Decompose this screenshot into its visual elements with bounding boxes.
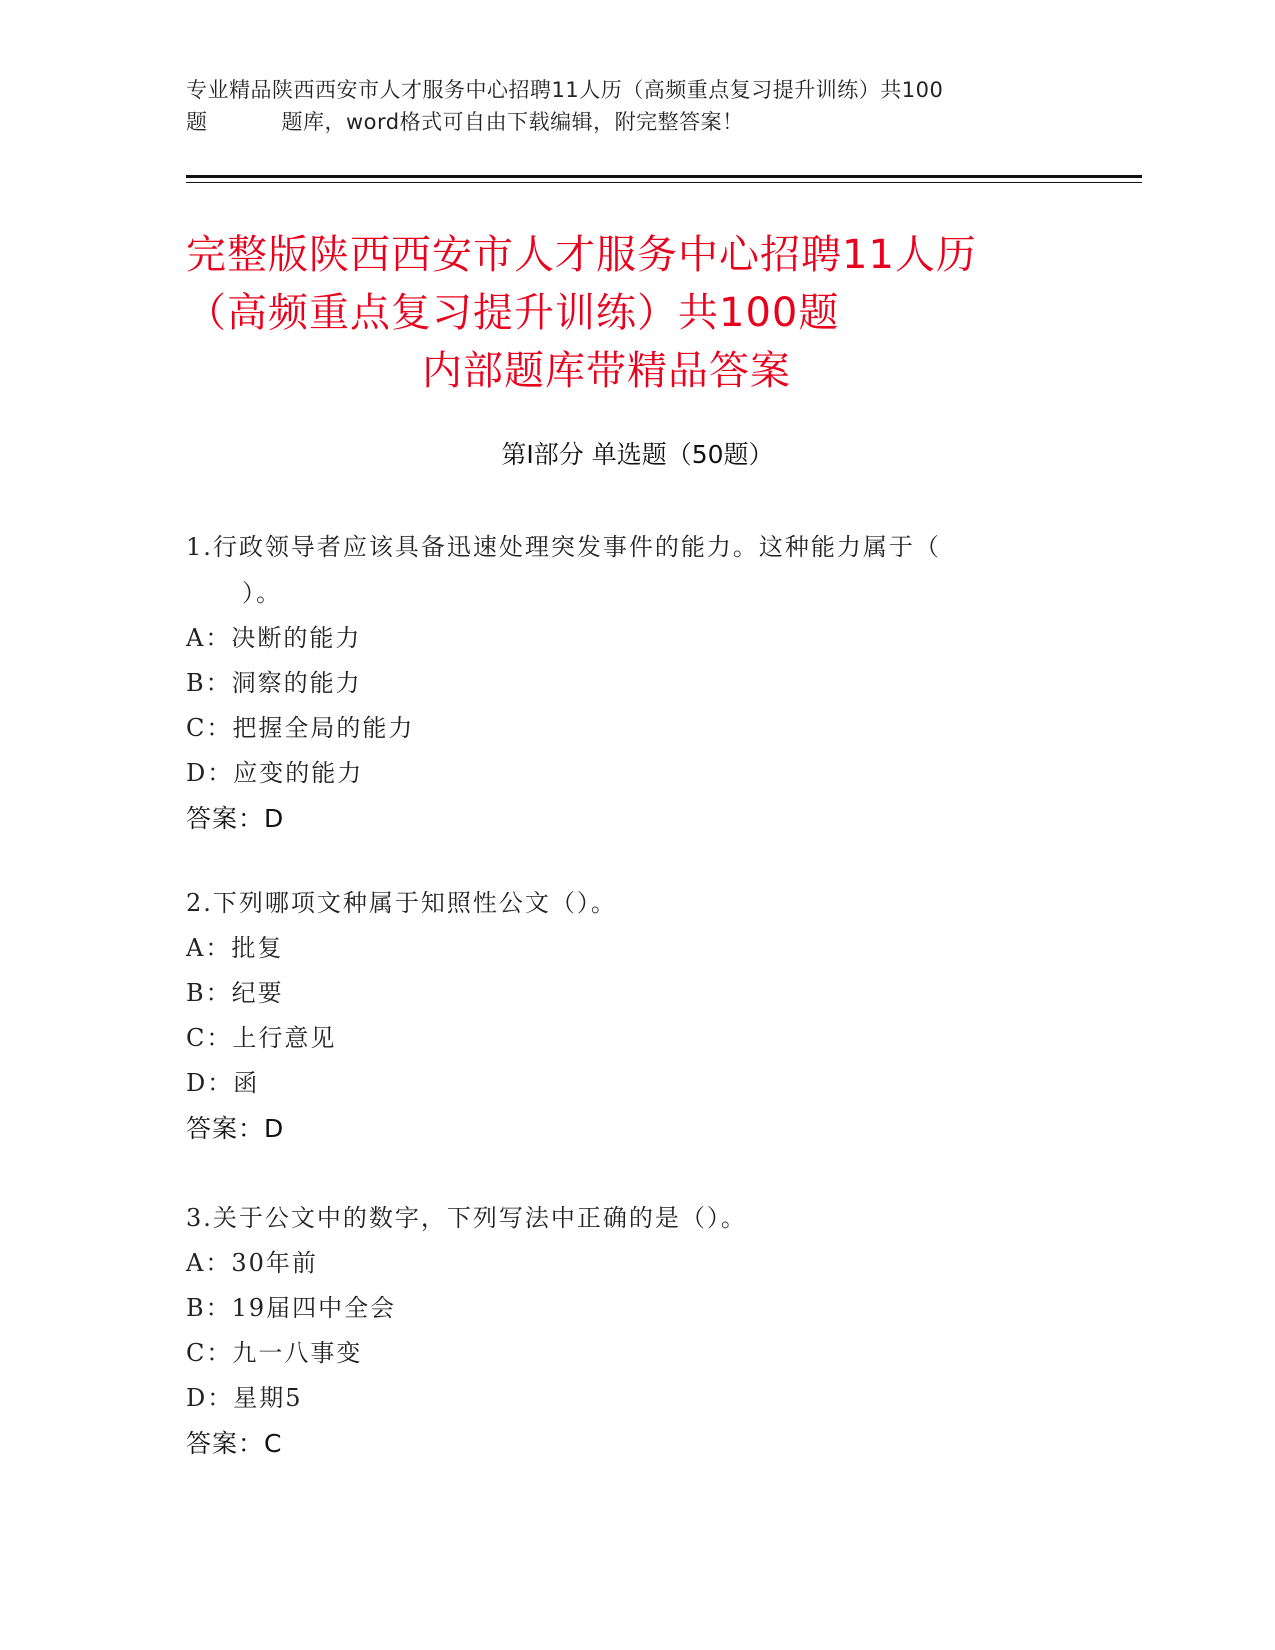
answer: 答案：D xyxy=(186,804,285,833)
question-3 xyxy=(186,1195,1086,1466)
option-a: A：决断的能力 xyxy=(186,624,362,652)
question-stem xyxy=(186,1195,1086,1241)
answer: 答案：C xyxy=(186,1429,283,1458)
option-a: A：30年前 xyxy=(186,1249,318,1277)
title-line-3: 内部题库带精品答案 xyxy=(422,348,791,394)
answer: 答案：D xyxy=(186,1114,285,1143)
document-title xyxy=(186,226,1086,400)
option-d: D：应变的能力 xyxy=(186,759,364,787)
question-stem-line-1: 3.关于公文中的数字，下列写法中正确的是（）。 xyxy=(186,1204,747,1232)
question-1 xyxy=(186,524,1086,841)
header-note-line-1: 专业精品陕西西安市人才服务中心招聘11人历（高频重点复习提升训练）共100 xyxy=(186,78,944,102)
question-stem-line-1: 2.下列哪项文种属于知照性公文（）。 xyxy=(186,889,617,917)
question-stem xyxy=(186,880,1086,926)
option-b: B：洞察的能力 xyxy=(186,669,362,697)
header-note xyxy=(186,74,1106,138)
header-rule-thick xyxy=(186,175,1142,178)
option-c: C：上行意见 xyxy=(186,1024,337,1052)
question-2 xyxy=(186,880,1086,1151)
header-note-line-2-b: 题库，word格式可自由下载编辑，附完整答案！ xyxy=(281,110,744,134)
option-b: B：19届四中全会 xyxy=(186,1294,397,1322)
option-b: B：纪要 xyxy=(186,979,284,1007)
question-stem xyxy=(186,524,1086,616)
option-a: A：批复 xyxy=(186,934,284,962)
option-d: D：函 xyxy=(186,1069,260,1097)
title-line-2: （高频重点复习提升训练）共100题 xyxy=(186,290,840,336)
title-line-1: 完整版陕西西安市人才服务中心招聘11人历 xyxy=(186,232,977,278)
header-rule-thin xyxy=(186,182,1142,183)
option-d: D：星期5 xyxy=(186,1384,303,1412)
question-stem-line-1: 1.行政领导者应该具备迅速处理突发事件的能力。这种能力属于（ xyxy=(186,533,941,561)
option-c: C：把握全局的能力 xyxy=(186,714,415,742)
header-note-line-2-a: 题 xyxy=(186,110,208,134)
option-c: C：九一八事变 xyxy=(186,1339,363,1367)
section-heading: 第Ⅰ部分 单选题（50题） xyxy=(501,440,774,469)
header-note-line-2 xyxy=(186,106,1106,138)
question-stem-line-2: ）。 xyxy=(242,579,282,607)
